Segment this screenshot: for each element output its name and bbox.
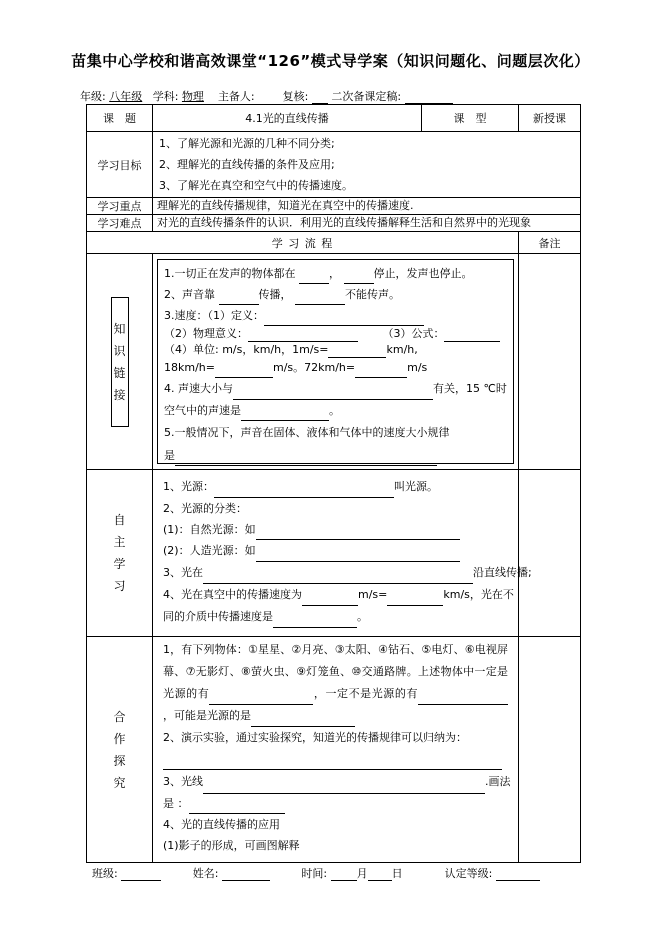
key-points-label: 学习重点: [87, 198, 153, 215]
blank[interactable]: [251, 714, 355, 727]
blank[interactable]: [241, 408, 329, 421]
notes-cell[interactable]: [519, 470, 581, 637]
blank[interactable]: [248, 329, 358, 342]
day-label: 日: [391, 867, 403, 880]
day-blank[interactable]: [368, 868, 392, 881]
goal-item: 3、了解光在真空和空气中的传播速度。: [159, 179, 353, 192]
blank[interactable]: [355, 365, 407, 378]
goal-item: 2、理解光的直线传播的条件及应用;: [159, 158, 335, 171]
section-cooperative-label: 合作探究: [113, 709, 126, 790]
class-label: 班级:: [92, 867, 118, 880]
difficulties-label: 学习难点: [87, 215, 153, 232]
section-self-study: [87, 470, 153, 637]
blank[interactable]: [256, 549, 460, 562]
name-label: 姓名:: [192, 867, 219, 880]
month-blank[interactable]: [331, 868, 357, 881]
meta-line: [80, 88, 453, 104]
knowledge-box: 1.一切正在发声的物体都在 ， 停止，发声也停止。 2、声音靠 传播， 不能传声。 3.速度：（1）定义： （2）物理意义： （3）公式： （4）单位: m/s，km/h，1m/s= km/h, 18km/h= m/s。72km/h= m/s 4. 声速大小与 有关，15 ℃时 空气中的声速是 。 5.一般情况下，声音在固体、液体和气体中的速度大小规律 是: [157, 259, 514, 464]
blank[interactable]: [203, 571, 473, 584]
blank[interactable]: [299, 271, 329, 284]
flow-label: 学 习 流 程: [87, 232, 519, 254]
review2-blank[interactable]: [405, 91, 453, 104]
blank[interactable]: [273, 615, 357, 628]
blank[interactable]: [215, 365, 273, 378]
blank[interactable]: [387, 593, 443, 606]
notes-cell[interactable]: [519, 254, 581, 470]
preparer-label: 主备人:: [217, 90, 255, 103]
key-points-text: 理解光的直线传播规律，知道光在真空中的传播速度.: [153, 198, 581, 215]
month-label: 月: [356, 867, 368, 880]
topic-label: 课 题: [87, 105, 153, 132]
blank[interactable]: [175, 453, 437, 466]
goals-label: 学习目标: [87, 132, 153, 198]
blank[interactable]: [189, 801, 285, 814]
footer: [92, 865, 540, 881]
grade-value: 八年级: [109, 90, 143, 103]
type-label: 课 型: [453, 112, 487, 125]
notes-cell[interactable]: [519, 637, 581, 863]
topic-value: 4.1光的直线传播: [153, 105, 422, 131]
answer-line[interactable]: [163, 749, 502, 770]
difficulties-text: 对光的直线传播条件的认识．利用光的直线传播解释生活和自然界中的光现象: [153, 215, 581, 232]
notes-label: 备注: [519, 232, 581, 254]
section-cooperative: [87, 637, 153, 863]
blank[interactable]: [209, 692, 313, 705]
blank[interactable]: [256, 527, 460, 540]
blank[interactable]: [444, 329, 500, 342]
name-blank[interactable]: [222, 868, 270, 881]
blank[interactable]: [264, 313, 424, 326]
subject-label: 学科:: [152, 90, 179, 103]
page-title: 苗集中心学校和谐高效课堂“126”模式导学案（知识问题化、问题层次化）: [71, 52, 590, 70]
section-knowledge-link: [87, 254, 153, 470]
lesson-table: 课 题 4.1光的直线传播 课 型 新授课 学习目标 1、了解光源和光源的几种不同分类; 2、理解光的直线传播的条件及应用; 3、了解光在真空和空气中的传播速度。 学习重点 理解光的直线传播规律，知道光在真空中的传播速度. 学习难点 对光的直线传播条件的认识．利用光的直线传播解释生活和自然界中的光现象 学 习 流 程 备注 知识链接 1.一切正在发声的物体都在 ， 停止，发声也停止。 2、声音靠 传播， 不能传声。 3.速度：（1）定义： （2）物理意义： （3）公式： （4）单位: m/s，km/h，1m/s= km/h, 18km/h= m/s。72km/h= m/s 4. 声速大小与 有关，15 ℃时 空气中的声速是 。 5.一般情况下，声音在固体、液体和气体中的速度大小规律 是 自主学习 1、光源： 叫光源。 2、光源的分类： (1)：自然光源：如 (2)：人造光源：如 3、光在 沿直线传播; 4、光在真空中的传播速度为 m/s= km/s，光在不 同的介质中传播速度是 。 合作探究 1，有下列物体：①星星、②月亮、③太阳、④钻石、⑤电灯、⑥电视屏幕、⑦无影灯、⑧萤火虫、⑨灯笼鱼、⑩交通路牌。上述物体中一定是光源的有 ，一定不是光源的有，可能是光源的是 2、演示实验，通过实验探究，知道光的传播规律可以归纳为： 3、光线 .画法 是 ： 4、光的直线传播的应用 (1)影子的形成，可画图解释: [86, 104, 581, 863]
blank[interactable]: [214, 485, 394, 498]
reviewer-blank[interactable]: [312, 91, 328, 104]
blank[interactable]: [203, 781, 485, 794]
blank[interactable]: [302, 593, 358, 606]
blank[interactable]: [295, 292, 345, 305]
blank[interactable]: [344, 271, 374, 284]
class-blank[interactable]: [121, 868, 161, 881]
grade-label: 年级:: [80, 90, 106, 103]
reviewer-label: 复核:: [282, 90, 309, 103]
grade-level-label: 认定等级:: [444, 867, 493, 880]
time-label: 时间:: [301, 867, 328, 880]
subject-value: 物理: [181, 90, 204, 103]
grade-level-blank[interactable]: [496, 868, 540, 881]
blank[interactable]: [328, 345, 386, 358]
type-value: 新授课: [519, 105, 581, 132]
section-knowledge-label: 知识链接: [111, 297, 129, 427]
blank[interactable]: [418, 692, 508, 705]
section-self-study-label: 自主学习: [113, 513, 126, 593]
goal-item: 1、了解光源和光源的几种不同分类;: [159, 137, 335, 150]
blank[interactable]: [233, 387, 433, 400]
review2-label: 二次备课定稿:: [331, 90, 402, 103]
blank[interactable]: [219, 292, 259, 305]
